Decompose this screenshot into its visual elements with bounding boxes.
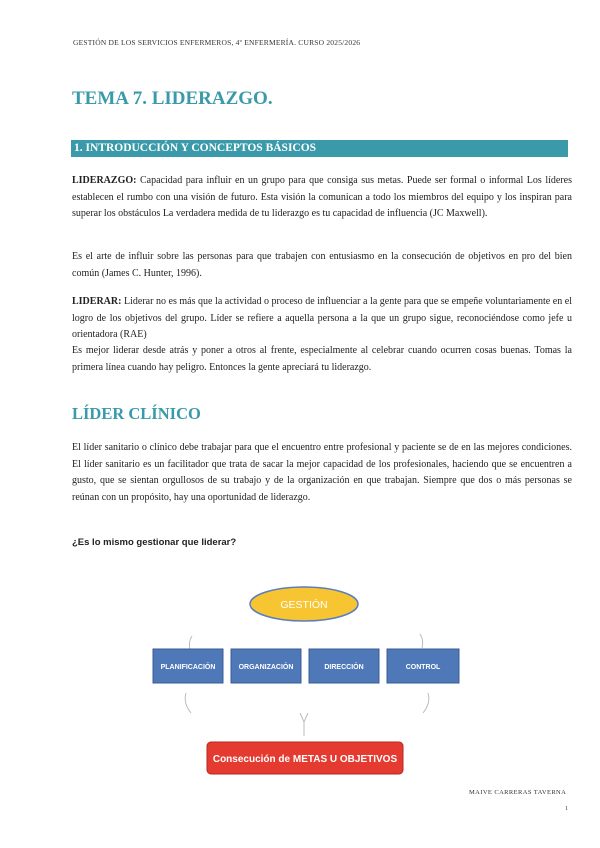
- node-control-label: CONTROL: [405, 664, 441, 671]
- page-header: GESTIÓN DE LOS SERVICIOS ENFERMEROS, 4º ENFERMERÍA. CURSO 2025/2026: [73, 38, 361, 47]
- connector-left-bottom: [185, 693, 191, 713]
- node-metas-objetivos-label: Consecución de METAS U OBJETIVOS: [212, 754, 398, 765]
- node-organizacion: [231, 649, 301, 683]
- page-number: 1: [565, 806, 568, 812]
- document-title: TEMA 7. LIDERAZGO.: [72, 88, 273, 109]
- node-organizacion-label: ORGANIZACIÓN: [238, 664, 294, 671]
- section-heading-introduccion: 1. INTRODUCCIÓN Y CONCEPTOS BÁSICOS: [71, 140, 568, 157]
- node-direccion: [309, 649, 379, 683]
- definition-liderazgo: Capacidad para influir en un grupo para que consiga sus metas. Puede ser formal o informal Los líderes establecen el rumbo con una visión de futuro. Esta visión la comunican a todo los miembros del equipo y los inspiran para superar los obstáculos La verdadera medida de tu liderazgo es tu capacidad de influencia (JC Maxwell).: [72, 175, 572, 219]
- connector-right-bottom: [423, 693, 429, 713]
- term-liderazgo: LIDERAZGO:: [72, 175, 137, 186]
- node-gestion-label: GESTIÓN: [280, 599, 328, 611]
- paragraph-lider-clinico: El líder sanitario o clínico debe trabajar para que el encuentro entre profesional y paciente se de en las mejores condiciones. El líder sanitario es un facilitador que trata de sacar la mejor capacidad de los profesionales, haciendo que se encuentren a gusto, que se sientan orgullosos de su trabajo y de la organización en que trabajan. Siempre que dos o más personas se reúnan con un propósito, hay una oportunidad de liderazgo.: [72, 442, 572, 503]
- node-metas-objetivos: [207, 742, 403, 774]
- definition-liderar: Liderar no es más que la actividad o proceso de influenciar a la gente para que se empeñe voluntariamente en el logro de los objetivos del grupo. Líder se refiere a aquella persona a la que un grupo sigue, reconociéndose como jefe u orientadora (RAE): [72, 296, 572, 340]
- connector-right-top: [420, 634, 423, 648]
- paragraph-liderar-desde-atras: Es mejor liderar desde atrás y poner a otros al frente, especialmente al celebrar cuando ocurren cosas buenas. Tomas la primera línea cuando hay peligro. Entonces la gente apreciará tu liderazgo.: [72, 345, 572, 373]
- question-gestionar-liderar: ¿Es lo mismo gestionar que liderar?: [72, 537, 237, 548]
- footer-author: MAIVE CARRERAS TAVERNA: [469, 789, 567, 796]
- connector-left-top: [189, 636, 192, 650]
- node-planificacion-label: PLANIFICACIÓN: [160, 664, 216, 671]
- section-heading-lider-clinico: LÍDER CLÍNICO: [72, 404, 201, 423]
- node-gestion: [250, 587, 358, 621]
- connector-center-arrow: [300, 713, 308, 736]
- node-direccion-label: DIRECCIÓN: [324, 664, 364, 671]
- node-planificacion: [153, 649, 223, 683]
- node-control: [387, 649, 459, 683]
- term-liderar: LIDERAR:: [72, 296, 122, 307]
- paragraph-arte-de-influir: Es el arte de influir sobre las personas para que trabajen con entusiasmo en la consecución de objetivos en pro del bien común (James C. Hunter, 1996).: [72, 251, 572, 279]
